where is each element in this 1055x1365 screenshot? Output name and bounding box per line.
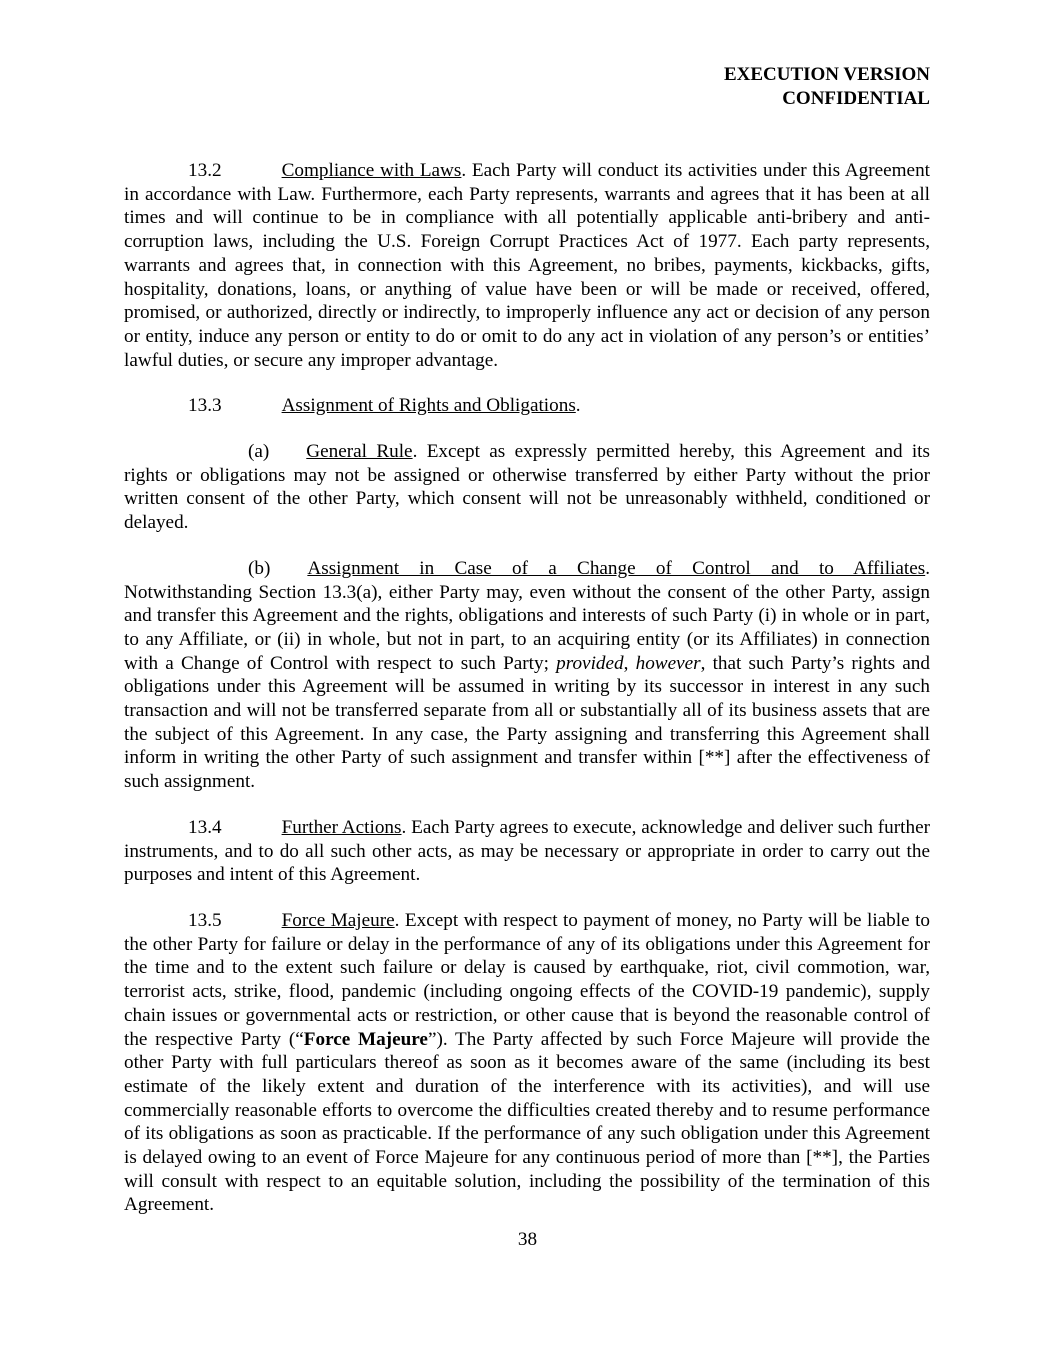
section-number: 13.2 — [188, 160, 222, 181]
section-title: Assignment of Rights and Obligations — [281, 395, 576, 417]
comma-separator: , — [623, 652, 636, 674]
section-13-3-a — [124, 440, 930, 535]
however-term: however — [635, 652, 701, 674]
section-13-4 — [124, 816, 930, 887]
subsection-title: General Rule — [306, 441, 413, 463]
subsection-text-part2: , that such Party’s rights and obligations under this Agreement will be assumed in writing by its successor in interest in any such transaction and will not be transferred separate from all or substantially all of its business assets that are the subject of this Agreement. In any case, the Party assigning and transferring this Agreement shall inform in writing the other Party of such assignment and transfer within [**] after the effectiveness of such assignment. — [124, 652, 930, 793]
page-number: 38 — [517, 1229, 538, 1250]
confidential-label: CONFIDENTIAL — [782, 88, 930, 109]
document-body — [124, 159, 930, 1239]
section-number: 13.5 — [188, 909, 222, 931]
section-13-2 — [124, 159, 930, 372]
section-text: . Each Party will conduct its activities under this Agreement in accordance with Law. Furthermore, each Party represents, warrants and agrees that it has been at all times and will continue to be in compliance with all potentially applicable anti-bribery and anti-corruption laws, including the U.S. Foreign Corrupt Practices Act of 1977. Each party represents, warrants and agrees that, in connection with this Agreement, no bribes, payments, kickbacks, gifts, hospitality, donations, loans, or anything of value have been or will be made or received, offered, promised, or authorized, directly or indirectly, to improperly influence any act or decision of any person or entity, induce any person or entity to do or omit to do any act in violation of any person’s or entities’ lawful duties, or secure any improper advantage. — [124, 160, 930, 371]
page-header — [724, 63, 930, 111]
subsection-title: Assignment in Case of a Change of Control and to Affiliates — [307, 557, 926, 579]
section-text-part2: ”). The Party affected by such Force Majeure will provide the other Party with full particulars thereof as soon as it becomes aware of the same (including its best estimate of the likely extent and duration of the interference with its activities), and will use commercially reasonable efforts to overcome the difficulties created thereby and to resume performance of its obligations as soon as practicable. If the performance of any such obligation under this Agreement is delayed owing to an event of Force Majeure for any continuous period of more than [**], the Parties will consult with respect to an equitable solution, including the possibility of the termination of this Agreement. — [124, 1028, 931, 1216]
section-13-5 — [124, 909, 930, 1217]
section-title: Force Majeure — [281, 909, 395, 931]
subsection-number: (a) — [248, 441, 270, 463]
subsection-number: (b) — [248, 557, 271, 579]
section-title-period: . — [575, 395, 581, 417]
section-text: . Each Party agrees to execute, acknowledge and deliver such further instruments, and to do all such other acts, as may be necessary or appropriate in order to carry out the purposes and intent of this Agreement. — [124, 816, 930, 886]
section-title: Further Actions — [281, 816, 402, 838]
section-text-part1: . Except with respect to payment of money, no Party will be liable to the other Party for failure or delay in the performance of any of its obligations under this Agreement for the time and to the extent such failure or delay is caused by earthquake, riot, civil commotion, war, terrorist acts, strike, flood, pandemic (including ongoing effects of the COVID-19 pandemic), supply chain issues or governmental acts or restriction, or other cause that is beyond the reasonable control of the respective Party (“ — [124, 909, 930, 1050]
defined-term-force-majeure: Force Majeure — [303, 1028, 428, 1050]
section-number: 13.3 — [188, 395, 222, 417]
section-number: 13.4 — [188, 816, 222, 838]
provided-term: provided — [556, 652, 624, 674]
section-13-3 — [124, 394, 930, 418]
subsection-text: . Except as expressly permitted hereby, this Agreement and its rights or obligations may not be assigned or otherwise transferred by either Party without the prior written consent of the other Party, which consent will not be unreasonably withheld, conditioned or delayed. — [124, 441, 930, 534]
section-title: Compliance with Laws — [281, 160, 462, 181]
subsection-text-part1: . Notwithstanding Section 13.3(a), either Party may, even without the consent of the other Party, assign and transfer this Agreement and the rights, obligations and interests of such Party (i) in whole or in part, to any Affiliate, or (ii) in whole, but not in part, to an acquiring entity (or its Affiliates) in connection with a Change of Control with respect to such Party; — [124, 557, 930, 674]
section-13-3-b — [124, 557, 930, 794]
execution-version-label: EXECUTION VERSION — [723, 64, 930, 85]
